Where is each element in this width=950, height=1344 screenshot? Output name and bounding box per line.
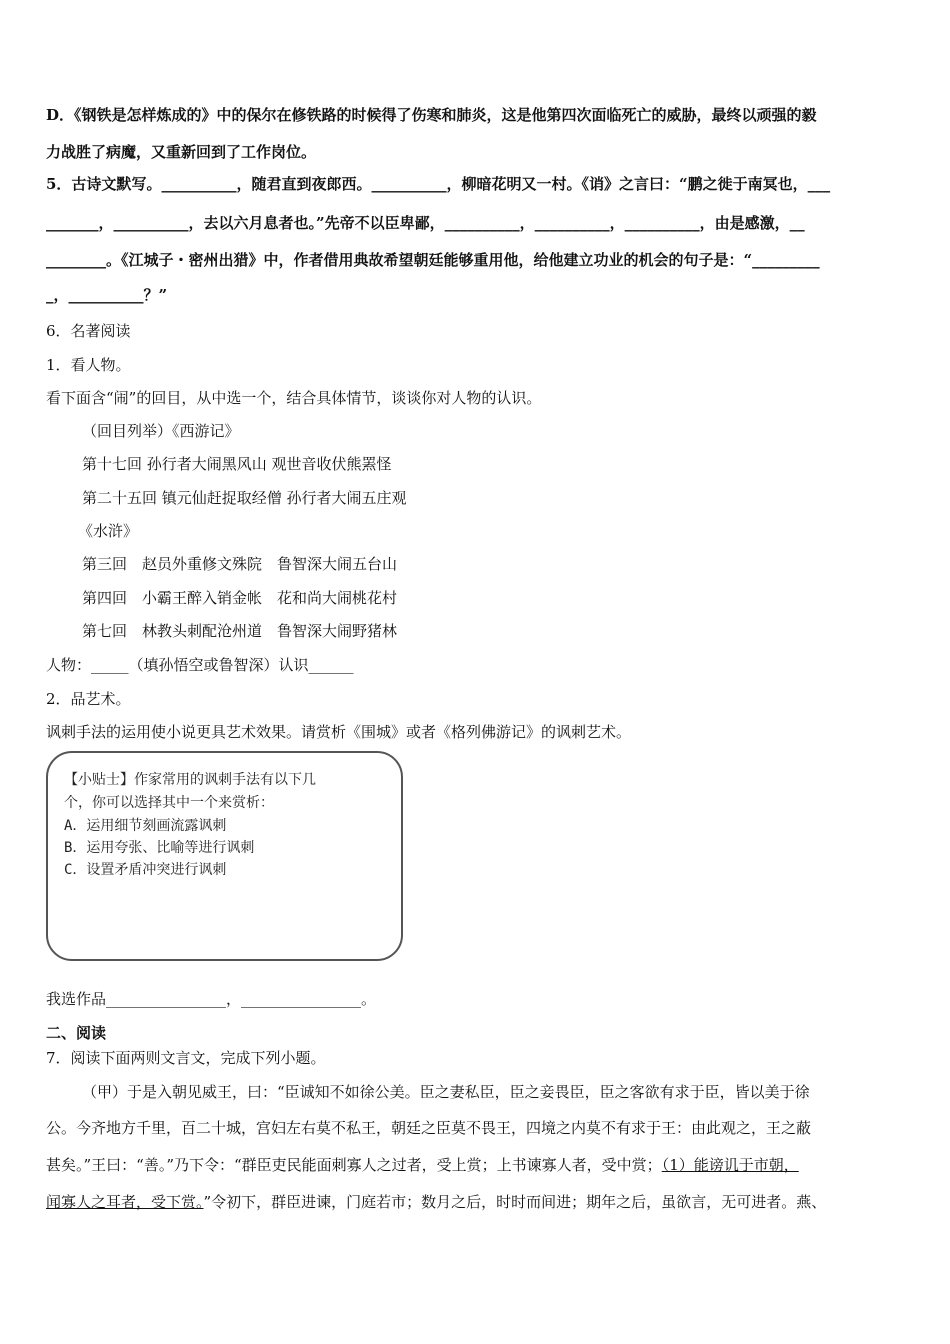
q7-passage-line-1: （甲）于是入朝见威王，曰：“臣诚知不如徐公美。臣之妻私臣，臣之妾畏臣，臣之客欲有求于臣，皆以美于徐 bbox=[82, 1083, 810, 1101]
underlined-sentence-1-part-1: （1）能谤讥于市朝， bbox=[661, 1156, 799, 1174]
q6-sub2-description: 讽刺手法的运用使小说更具艺术效果。请赏析《围城》或者《格列佛游记》的讽刺艺术。 bbox=[46, 723, 632, 741]
q5-line-3: ________。《江城子・密州出猎》中，作者借用典故希望朝廷能够重用他，给他建立功业的机会的句子是：“_________ bbox=[46, 251, 820, 269]
person-answer-line: 人物：_____（填孙悟空或鲁智深）认识______ bbox=[46, 656, 354, 674]
q5-line-1: 5．古诗文默写。__________，随君直到夜郎西。__________，柳暗花明又一村。《诮》之言曰：“鹏之徙于南冥也，___ bbox=[46, 175, 831, 193]
shuihu-chapter-4: 第四回 小霸王醉入销金帐 花和尚大闹桃花村 bbox=[82, 589, 398, 607]
tip-option-b: B．运用夸张、比喻等进行讽刺 bbox=[64, 840, 255, 856]
q6-sub2-title: 2．品艺术。 bbox=[46, 690, 131, 708]
q5-line-4: _，__________？” bbox=[46, 286, 168, 304]
chapter-list-heading: （回目列举）《西游记》 bbox=[82, 422, 240, 440]
section-2-title: 二、阅读 bbox=[46, 1024, 107, 1042]
shuihu-chapter-3: 第三回 赵员外重修文殊院 鲁智深大闹五台山 bbox=[82, 555, 398, 573]
tip-line-2: 个，你可以选择其中一个来赏析： bbox=[64, 795, 274, 811]
underlined-sentence-1-part-2: 闻寡人之耳者，受下赏。 bbox=[46, 1193, 204, 1211]
q7-title: 7．阅读下面两则文言文，完成下列小题。 bbox=[46, 1049, 326, 1067]
q6-sub1-title: 1．看人物。 bbox=[46, 356, 131, 374]
q7-passage-line-4-text: ”令初下，群臣进谏，门庭若市；数月之后，时时而间进；期年之后，虽欲言，无可进者。燕、 bbox=[203, 1193, 827, 1211]
q6-sub1-description: 看下面含“闹”的回目，从中选一个，结合具体情节，谈谈你对人物的认识。 bbox=[46, 389, 542, 407]
xiyouji-chapter-25: 第二十五回 镇元仙赶捉取经僧 孙行者大闹五庄观 bbox=[82, 489, 407, 507]
q6-title: 6．名著阅读 bbox=[46, 322, 131, 340]
tip-option-c: C．设置矛盾冲突进行讽刺 bbox=[64, 862, 227, 878]
q4d-line-1: D．《钢铁是怎样炼成的》中的保尔在修铁路的时候得了伤寒和肺炎，这是他第四次面临死亡的威胁，最终以顽强的毅 bbox=[46, 106, 817, 124]
tip-line-1: 【小贴士】作家常用的讽刺手法有以下几 bbox=[64, 772, 316, 788]
q7-passage-line-2: 公。今齐地方千里，百二十城，宫妇左右莫不私王，朝廷之臣莫不畏王，四境之内莫不有求于王：由此观之，王之蔽 bbox=[46, 1119, 812, 1137]
q7-passage-line-4 bbox=[46, 1191, 908, 1212]
q7-passage-line-3 bbox=[46, 1154, 908, 1175]
xiyouji-chapter-17: 第十七回 孙行者大闹黑风山 观世音收伏熊罴怪 bbox=[82, 455, 392, 473]
shuihu-chapter-7: 第七回 林教头刺配沧州道 鲁智深大闹野猪林 bbox=[82, 622, 398, 640]
choose-work-line: 我选作品________________，________________。 bbox=[46, 990, 377, 1008]
q4d-line-2: 力战胜了病魔，又重新回到了工作岗位。 bbox=[46, 143, 317, 161]
q5-line-2: _______，__________，去以六月息者也。”先帝不以臣卑鄙，__________，__________，__________，由是感激，__ bbox=[46, 214, 805, 232]
tip-option-a: A．运用细节刻画流露讽刺 bbox=[64, 818, 227, 834]
shuihu-heading: 《水浒》 bbox=[78, 522, 139, 540]
q7-passage-line-3-text: 甚矣。”王曰：“善。”乃下令：“群臣吏民能面刺寡人之过者，受上赏；上书谏寡人者，受中赏； bbox=[46, 1156, 662, 1174]
